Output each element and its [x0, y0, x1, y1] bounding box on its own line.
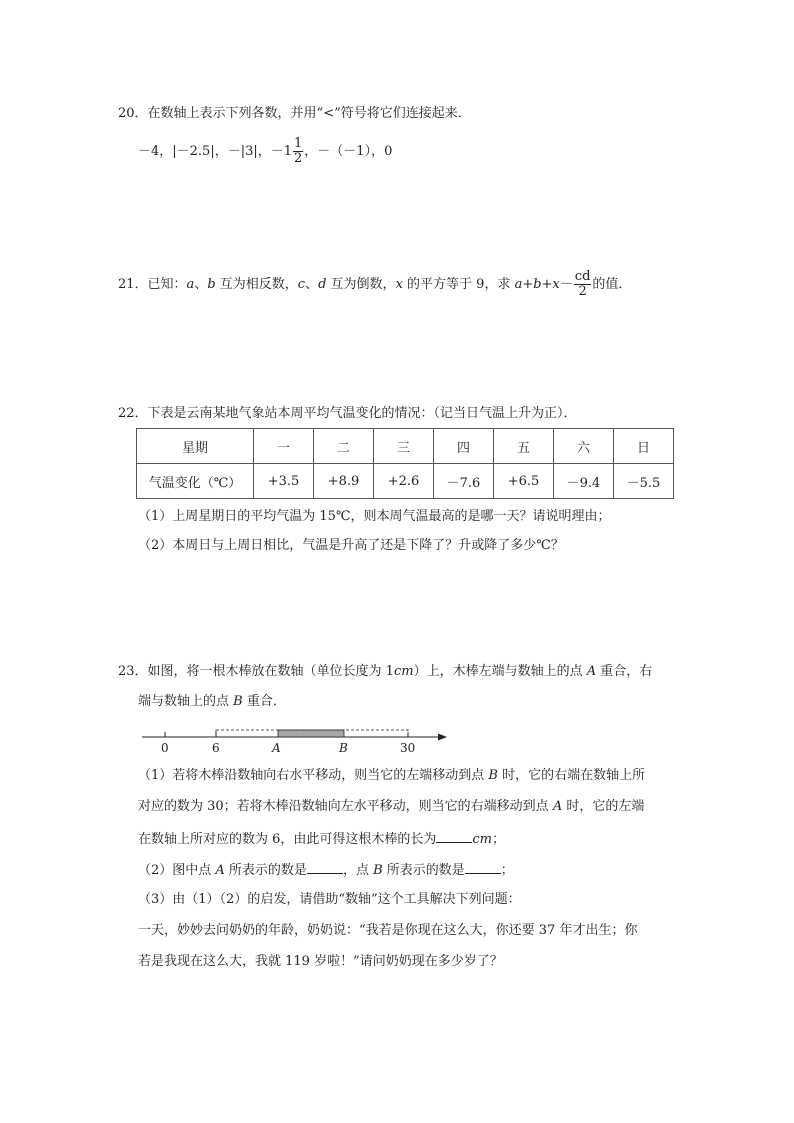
- q21-text-4: 、: [305, 277, 319, 292]
- q21-text-5: 互为倒数，: [326, 277, 396, 292]
- q23-sub3: （3）由（1）（2）的启发，请借助“数轴”这个工具解决下列问题：: [138, 892, 521, 907]
- q23-sub2: [138, 859, 514, 881]
- table-day-cell: 二: [314, 429, 374, 464]
- table-value-cell: －7.6: [434, 464, 494, 499]
- q23-text: （1）若将木棒沿数轴向右水平移动，则当它的左端移动到点: [138, 768, 489, 783]
- q22-title: 22．下表是云南某地气象站本周平均气温变化的情况：（记当日气温上升为正）．: [118, 406, 577, 421]
- q23-text: ；: [492, 832, 506, 847]
- table-day-cell: 一: [254, 429, 314, 464]
- q21-var-x: x: [395, 277, 403, 292]
- table-value-cell: +3.5: [254, 464, 314, 499]
- q22-sub1: （1）上周星期日的平均气温为 15℃，则本周气温最高的是哪一天？请说明理由；: [138, 509, 611, 524]
- table-value-cell: +8.9: [314, 464, 374, 499]
- q23-text: 对应的数为 30；若将木棒沿数轴向左水平移动，则当它的右端移动到点: [138, 799, 553, 814]
- table-day-cell: 六: [554, 429, 614, 464]
- q23-text: ）上，木棒左端与数轴上的点: [413, 664, 587, 679]
- table-day-cell: 五: [494, 429, 554, 464]
- q23-text: 在数轴上所对应的数为 6，由此可得这根木棒的长为: [138, 832, 437, 847]
- q23-line-1: [118, 662, 652, 682]
- q20-frac-den: 2: [294, 151, 303, 166]
- q23-unit: cm: [472, 832, 493, 847]
- table-value-cell: +6.5: [494, 464, 554, 499]
- q20-items-part-a: －4，|－2.5|，－|3|，－1: [138, 144, 293, 159]
- temperature-table: [136, 428, 674, 499]
- number-axis-diagram: [136, 722, 456, 756]
- q23-text: 所表示的数是: [224, 863, 307, 878]
- answer-blank[interactable]: [465, 859, 501, 874]
- q23-text: 重合．: [242, 694, 286, 709]
- q23-point-a: A: [215, 863, 225, 878]
- q23-text: 端与数轴上的点: [138, 694, 234, 709]
- table-row: [137, 464, 674, 499]
- q20-fraction: [293, 137, 303, 166]
- q23-text: ；: [500, 863, 514, 878]
- q21-var-a: a: [186, 277, 195, 292]
- q23-text: 重合，右: [596, 664, 653, 679]
- q21-var-c: c: [297, 277, 306, 292]
- table-day-cell: 四: [434, 429, 494, 464]
- q23-point-b: B: [373, 863, 383, 878]
- q23-text: 时，它的左端: [562, 799, 645, 814]
- answer-blank[interactable]: [436, 828, 472, 843]
- table-value-cell: +2.6: [374, 464, 434, 499]
- q23-sub1-line-2: [138, 797, 644, 817]
- q22-sub2: （2）本周日与上周日相比，气温是升高了还是下降了？升或降了多少℃？: [138, 538, 564, 553]
- q21-text-3: 互为相反数，: [215, 277, 298, 292]
- q23-text: 时，它的右端在数轴上所: [497, 768, 646, 783]
- q20-frac-num: 1: [294, 136, 303, 151]
- q21-var-b: b: [207, 277, 216, 292]
- q23-story-line-1: 一天，妙妙去问奶奶的年龄，奶奶说：“我若是你现在这么大，你还要 37 年才出生；你: [138, 923, 638, 938]
- q23-line-2: [138, 692, 286, 712]
- q23-point-a: A: [586, 664, 597, 679]
- q21-minus: －: [559, 277, 573, 292]
- q23-unit: cm: [393, 664, 414, 679]
- table-row-label: 气温变化（℃）: [137, 464, 254, 499]
- table-day-cell: 日: [614, 429, 674, 464]
- axis-label-b: B: [339, 741, 348, 755]
- axis-label-6: 6: [212, 741, 220, 755]
- axis-arrow: [438, 734, 447, 741]
- q23-point-a: A: [552, 799, 563, 814]
- q20-items-part-b: ，－（－1），0: [304, 144, 393, 159]
- axis-label-30: 30: [400, 741, 416, 755]
- table-row: [137, 429, 674, 464]
- q23-point-b: B: [488, 768, 498, 783]
- q21-var-d: d: [318, 277, 327, 292]
- q20-title: 20．在数轴上表示下列各数，并用“<”符号将它们连接起来．: [118, 106, 471, 121]
- q21-text-2: 、: [194, 277, 208, 292]
- q23-sub1-line-3: [138, 828, 505, 850]
- table-value-cell: －5.5: [614, 464, 674, 499]
- axis-label-0: 0: [161, 741, 169, 755]
- q21-text-6: 的平方等于 9，求: [402, 277, 515, 292]
- answer-blank[interactable]: [307, 859, 343, 874]
- q21-text-1: 21．已知：: [118, 277, 187, 292]
- q21-text: [118, 270, 631, 299]
- q21-text-end: 的值．: [592, 277, 632, 292]
- q23-text: 23．如图，将一根木棒放在数轴（单位长度为 1: [118, 664, 394, 679]
- table-header-label: 星期: [137, 429, 254, 464]
- q23-point-b: B: [233, 694, 243, 709]
- q23-text: （2）图中点: [138, 863, 216, 878]
- q21-fraction: [574, 270, 592, 299]
- q23-text: 所表示的数是: [382, 863, 465, 878]
- table-day-cell: 三: [374, 429, 434, 464]
- q21-frac-den: 2: [578, 284, 587, 299]
- axis-label-a: A: [272, 741, 281, 755]
- wooden-rod: [278, 730, 344, 737]
- q21-expression: a+b+x: [514, 277, 560, 292]
- table-value-cell: －9.4: [554, 464, 614, 499]
- q20-items: [138, 137, 392, 166]
- q23-text: ，点: [342, 863, 374, 878]
- q21-frac-num: cd: [574, 269, 591, 284]
- q23-story-line-2: 若是我现在这么大，我就 119 岁啦！”请问奶奶现在多少岁了？: [138, 954, 503, 969]
- q23-sub1-line-1: [138, 766, 645, 786]
